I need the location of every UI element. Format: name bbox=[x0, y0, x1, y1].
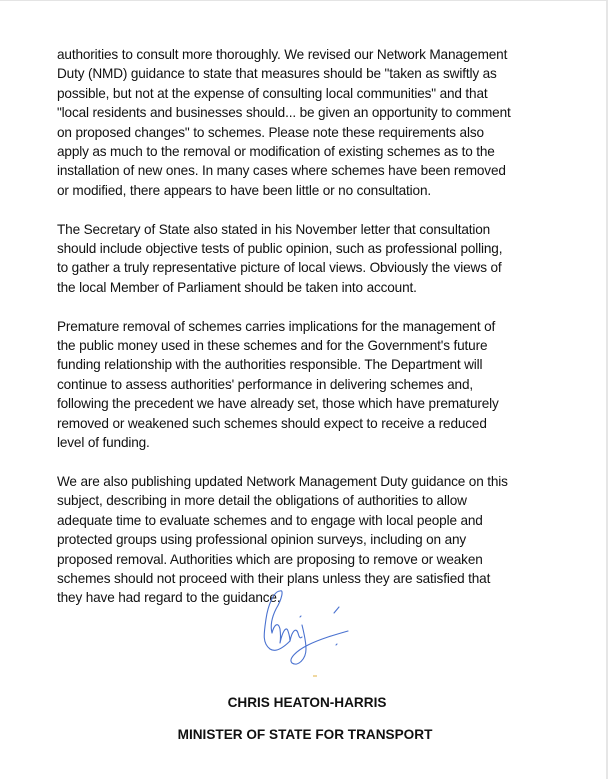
text-line: funding relationship with the authorities responsible. The Department will bbox=[57, 357, 483, 373]
text-line: possible, but not at the expense of consulting local communities" and that bbox=[57, 85, 488, 101]
text-line: Premature removal of schemes carries implications for the management of bbox=[57, 318, 496, 334]
text-line: level of funding. bbox=[57, 435, 150, 451]
text-line: schemes should not proceed with their plans unless they are satisfied that bbox=[57, 570, 491, 586]
signatory-title: MINISTER OF STATE FOR TRANSPORT bbox=[177, 727, 433, 742]
text-line: on proposed changes" to schemes. Please note these requirements also bbox=[57, 124, 484, 140]
text-line: should include objective tests of public opinion, such as professional polling, bbox=[57, 241, 503, 257]
text-line: proposed removal. Authorities which are proposing to remove or weaken bbox=[57, 551, 483, 567]
signature-mark bbox=[313, 675, 317, 677]
text-line: following the precedent we have already set, those which have prematurely bbox=[57, 396, 499, 412]
text-line: protected groups using professional opinion surveys, including on any bbox=[57, 532, 467, 548]
signature-icon bbox=[254, 585, 354, 675]
text-line: to gather a truly representative picture of local views. Obviously the views of bbox=[57, 260, 502, 276]
text-line: the public money used in these schemes and for the Government's future bbox=[57, 338, 488, 354]
text-line: the local Member of Parliament should be taken into account. bbox=[57, 279, 417, 295]
text-line: We are also publishing updated Network Management Duty guidance on this bbox=[57, 473, 508, 489]
text-line: they have had regard to the guidance. bbox=[57, 590, 281, 606]
text-line: continue to assess authorities' performance in delivering schemes and, bbox=[57, 376, 473, 392]
paragraph-3 bbox=[57, 317, 547, 453]
text-line: subject, describing in more detail the obligations of authorities to allow bbox=[57, 493, 467, 509]
text-line: installation of new ones. In many cases where schemes have been removed bbox=[57, 163, 506, 179]
signatory-name: CHRIS HEATON-HARRIS bbox=[227, 695, 387, 710]
text-line: authorities to consult more thoroughly. We revised our Network Management bbox=[57, 47, 508, 62]
text-line: apply as much to the removal or modification of existing schemes as to the bbox=[57, 144, 495, 160]
text-line: "local residents and businesses should... be given an opportunity to comment bbox=[57, 105, 511, 121]
text-line: Duty (NMD) guidance to state that measures should be "taken as swiftly as bbox=[57, 66, 497, 82]
paragraph-2 bbox=[57, 220, 547, 298]
text-line: or modified, there appears to have been little or no consultation. bbox=[57, 182, 431, 198]
text-line: The Secretary of State also stated in his November letter that consultation bbox=[57, 221, 491, 237]
letter-body bbox=[57, 45, 547, 627]
paragraph-1 bbox=[57, 45, 547, 200]
text-line: adequate time to evaluate schemes and to engage with local people and bbox=[57, 512, 483, 528]
text-line: removed or weakened such schemes should expect to receive a reduced bbox=[57, 415, 487, 431]
